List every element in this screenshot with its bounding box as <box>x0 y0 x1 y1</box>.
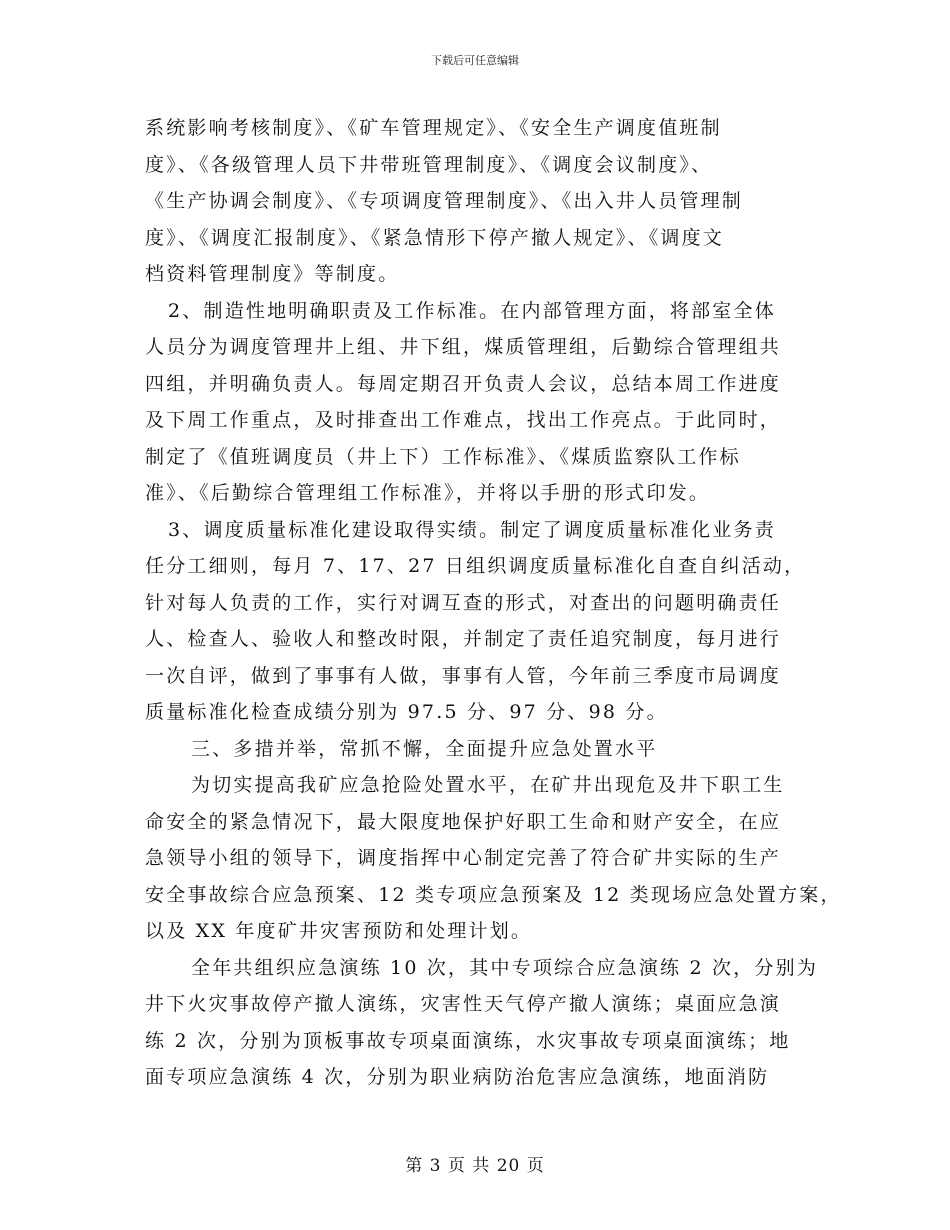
text-line: 档资料管理制度》等制度。 <box>145 263 400 285</box>
text-line: 练 2 次，分别为顶板事故专项桌面演练，水灾事故专项桌面演练；地 <box>145 1029 791 1052</box>
text-line: 质量标准化检查成绩分别为 97.5 分、97 分、98 分。 <box>145 701 668 723</box>
text-line: 制定了《值班调度员（井上下）工作标准》、《煤质监察队工作标 <box>145 445 741 468</box>
paragraph-start-line: 3、调度质量标准化建设取得实绩。制定了调度质量标准化业务责 <box>168 518 776 541</box>
text-line: 及下周工作重点，及时排查出工作难点，找出工作亮点。于此同时， <box>145 409 782 431</box>
header-note: 下载后可任意编辑 <box>431 54 519 67</box>
page-number-footer: 第 3 页 共 20 页 <box>405 1156 545 1176</box>
text-line: 急领导小组的领导下，调度指挥中心制定完善了符合矿井实际的生产 <box>145 847 782 869</box>
text-line: 度》、《各级管理人员下井带班管理制度》、《调度会议制度》、 <box>145 153 713 176</box>
text-line: 一次自评，做到了事事有人做，事事有人管，今年前三季度市局调度 <box>145 664 782 687</box>
text-line: 井下火灾事故停产撤人演练，灾害性天气停产撤人演练；桌面应急演 <box>145 993 782 1015</box>
paragraph-start-line: 2、制造性地明确职责及工作标准。在内部管理方面，将部室全体 <box>168 299 776 322</box>
text-line: 以及 XX 年度矿井灾害预防和处理计划。 <box>145 920 533 942</box>
text-line: 《生产协调会制度》、《专项调度管理制度》、《出入井人员管理制 <box>145 190 744 212</box>
paragraph-start-line: 为切实提高我矿应急抢险处置水平，在矿井出现危及井下职工生 <box>191 774 785 796</box>
section-heading: 三、多措并举，常抓不懈，全面提升应急处置水平 <box>191 737 658 760</box>
text-line: 准》、《后勤综合管理组工作标准》，并将以手册的形式印发。 <box>145 482 711 504</box>
text-line: 面专项应急演练 4 次，分别为职业病防治危害应急演练，地面消防 <box>145 1066 770 1088</box>
body-text <box>145 110 842 1096</box>
text-line: 系统影响考核制度》、《矿车管理规定》、《安全生产调度值班制 <box>145 117 722 139</box>
text-line: 度》、《调度汇报制度》、《紧急情形下停产撤人规定》、《调度文 <box>145 226 725 249</box>
paragraph-start-line: 全年共组织应急演练 10 次，其中专项综合应急演练 2 次，分别为 <box>191 956 819 979</box>
text-line: 四组，并明确负责人。每周定期召开负责人会议，总结本周工作进度 <box>145 372 782 395</box>
text-line: 任分工细则，每月 7、17、27 日组织调度质量标准化自查自纠活动， <box>145 555 806 577</box>
text-line: 安全事故综合应急预案、12 类专项应急预案及 12 类现场应急处置方案， <box>145 883 842 906</box>
text-line: 针对每人负责的工作，实行对调互查的形式，对查出的问题明确责任 <box>145 591 782 614</box>
text-line: 命安全的紧急情况下，最大限度地保护好职工生命和财产安全，在应 <box>145 810 782 833</box>
text-line: 人员分为调度管理井上组、井下组，煤质管理组，后勤综合管理组共 <box>145 336 782 358</box>
text-line: 人、检查人、验收人和整改时限，并制定了责任追究制度，每月进行 <box>145 628 782 650</box>
